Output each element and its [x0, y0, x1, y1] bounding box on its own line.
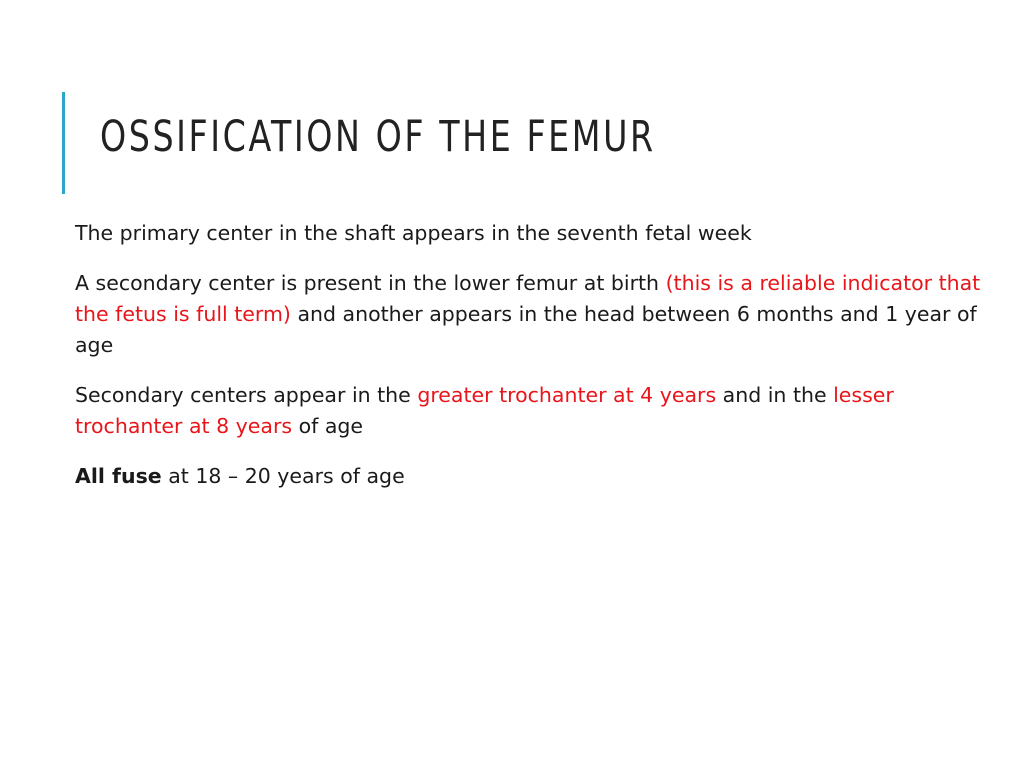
paragraph-primary-center: The primary center in the shaft appears in the seventh fetal week	[75, 221, 752, 245]
greater-trochanter-highlight: greater trochanter at 4 years	[417, 383, 717, 407]
p3-text: Secondary centers appear in the	[75, 383, 418, 407]
title-accent-bar	[62, 92, 65, 194]
p3-text-mid: and in the	[716, 383, 834, 407]
paragraph-trochanter-centers	[75, 380, 985, 442]
lesser-trochanter-highlight: lesser trochanter at 8 years	[75, 383, 894, 438]
all-fuse-bold: All fuse	[75, 464, 162, 488]
paragraph-secondary-center-lower-femur	[75, 268, 985, 361]
p3-text-end: of age	[292, 414, 364, 438]
slide-title: OSSIFICATION OF THE FEMUR	[100, 112, 656, 162]
full-term-indicator-highlight: (this is a reliable indicator that the fetus is full term)	[75, 271, 981, 326]
p2-text-end: and another appears in the head between 6 months and 1 year of age	[75, 302, 977, 357]
slide-body	[75, 218, 985, 511]
paragraph-fusion-age	[75, 461, 985, 492]
p4-text: at 18 – 20 years of age	[161, 464, 405, 488]
p2-text: A secondary center is present in the lower femur at birth	[75, 271, 666, 295]
